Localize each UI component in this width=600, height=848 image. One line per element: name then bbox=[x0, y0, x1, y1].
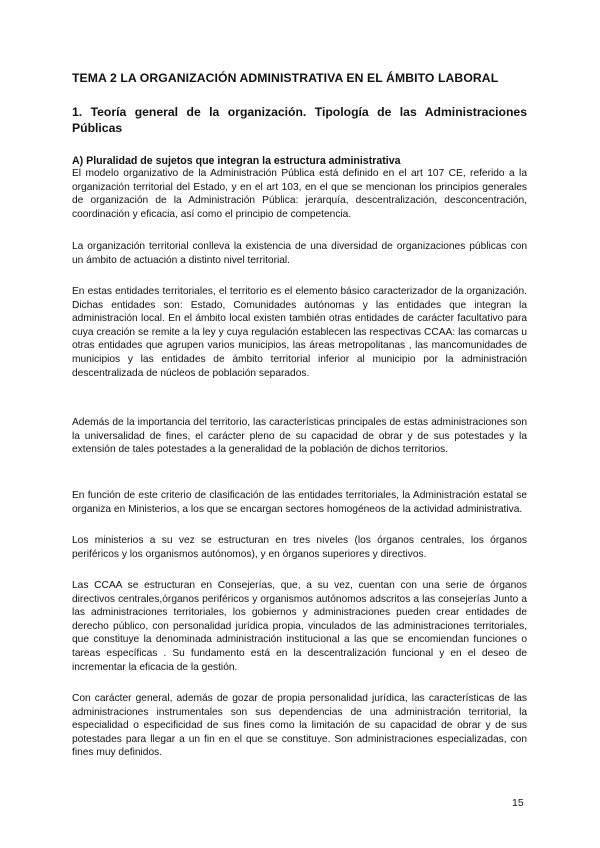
paragraph-2: La organización territorial conlleva la existencia de una diversidad de organizaciones públicas con un ámbito de actuación a distinto nivel territorial. bbox=[72, 241, 527, 266]
chapter-title: TEMA 2 LA ORGANIZACIÓN ADMINISTRATIVA EN EL ÁMBITO LABORAL bbox=[72, 71, 499, 85]
paragraph-7: Las CCAA se estructuran en Consejerías, que, a su vez, cuentan con una serie de órganos directivos centrales,órganos periféricos y organismos autónomos adscritos a las consejerías Junto a las administraciones territoriales, los gobiernos y administraciones pueden crear entidades de derecho público, con personalidad jurídica propia, vinculados de las administraciones territoriales, que constituye la denominada administración institucional a las que se encomiendan funciones o tareas específicas . Su fundamento está en la descentralización funcional y en el deseo de incrementar la eficacia de la gestión. bbox=[72, 580, 527, 673]
page-number: 15 bbox=[512, 797, 524, 809]
paragraph-3: En estas entidades territoriales, el territorio es el elemento básico caracterizador de la organización. Dichas entidades son: Estado, Comunidades autónomas y las entidades que integran la administración local. En el ámbito local existen también otras entidades de carácter facultativo para cuya creación se remite a la ley y cuya regulación establecen las respectivas CCAA: las comarcas u otras entidades que agrupen varios municipios, las áreas metropolitanas , las mancomunidades de municipios y las entidades de ámbito territorial inferior al municipio por la administración descentralizada de núcleos de población separados. bbox=[72, 286, 527, 379]
section-heading: 1. Teoría general de la organización. Tipología de las Administraciones Públicas bbox=[72, 105, 527, 135]
paragraph-4: Además de la importancia del territorio, las características principales de estas administraciones son la universalidad de fines, el carácter pleno de su capacidad de obrar y de sus potestades y la extensión de tales potestades a la generalidad de la población de dichos territorios. bbox=[72, 417, 527, 456]
paragraph-5: En función de este criterio de clasificación de las entidades territoriales, la Administración estatal se organiza en Ministerios, a los que se encargan sectores homogéneos de la actividad administrativa. bbox=[72, 490, 527, 515]
paragraph-1: El modelo organizativo de la Administración Pública está definido en el art 107 CE, referido a la organización territorial del Estado, y en el art 103, en el que se mencionan los principios generales de organización de la Administración Pública: jerarquía, descentralización, desconcentración, coordinación y eficacia, así como el principio de competencia. bbox=[72, 168, 527, 220]
paragraph-8: Con carácter general, además de gozar de propia personalidad jurídica, las características de las administraciones instrumentales son sus dependencias de una administración territorial, la especialidad o especificidad de sus fines como la limitación de su capacidad de obrar y de sus potestades para llegar a un fin en el que se constituye. Son administraciones especializadas, con fines muy definidos. bbox=[72, 693, 527, 759]
paragraph-6: Los ministerios a su vez se estructuran en tres niveles (los órganos centrales, los órganos periféricos y los organismos autónomos), y en órganos superiores y directivos. bbox=[72, 535, 527, 560]
subsection-heading: A) Pluralidad de sujetos que integran la estructura administrativa bbox=[72, 155, 401, 167]
